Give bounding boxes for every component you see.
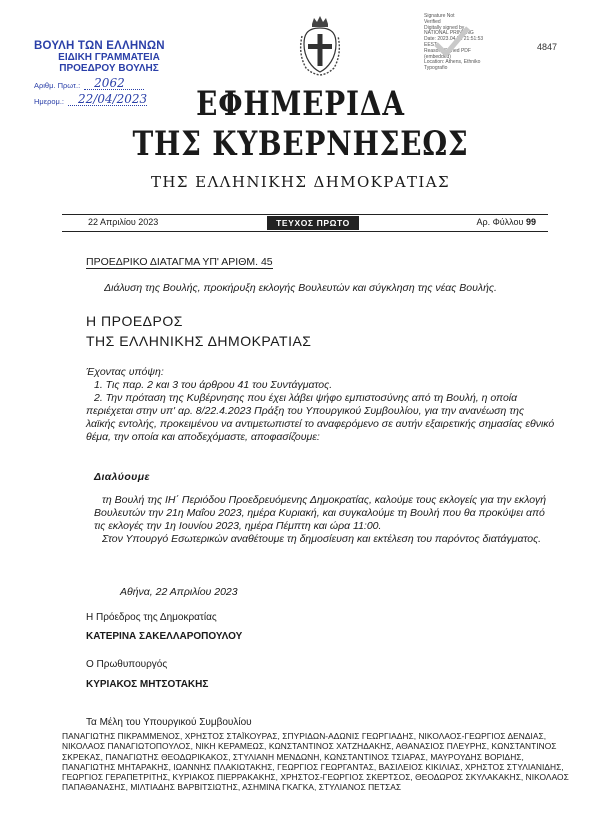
ministers-label: Τα Μέλη του Υπουργικού Συμβουλίου bbox=[86, 717, 252, 728]
considering-point-1: 1. Τις παρ. 2 και 3 του άρθρου 41 του Συντάγματος. bbox=[94, 379, 333, 391]
ministers-line: ΠΑΝΑΓΙΩΤΗΣ ΠΙΚΡΑΜΜΕΝΟΣ, ΧΡΗΣΤΟΣ ΣΤΑΪΚΟΥΡΑΣ, ΣΠΥΡΙΔΩΝ-ΑΔΩΝΙΣ ΓΕΩΡΓΙΑΔΗΣ, ΝΙΚΟΛΑΟΣ-ΓΕΩΡΓΙΟΣ ΔΕΝΔΙΑΣ, bbox=[62, 731, 547, 741]
signature-line: EEST bbox=[424, 41, 438, 48]
ministers-line: ΠΑΝΑΓΙΩΤΗΣ ΜΗΤΑΡΑΚΗΣ, ΙΩΑΝΝΗΣ ΠΛΑΚΙΩΤΑΚΗΣ, ΓΕΩΡΓΙΟΣ ΓΕΩΡΓΑΝΤΑΣ, ΒΑΣΙΛΕΙΟΣ ΚΙΚΙΛΙΑΣ, ΧΡΗΣΤΟΣ ΣΤΥΛΙΑΝΙΔΗΣ, bbox=[62, 761, 564, 772]
stamp-protocol-label: Αριθμ. Πρωτ.: bbox=[34, 81, 81, 90]
place-date: Αθήνα, 22 Απριλίου 2023 bbox=[120, 586, 238, 598]
signature-line: Reason: Signed PDF bbox=[424, 47, 471, 54]
considering-label: Έχοντας υπόψη: bbox=[86, 366, 164, 378]
ministers-line: ΠΑΠΑΘΑΝΑΣΗΣ, ΜΙΛΤΙΑΔΗΣ ΒΑΡΒΙΤΣΙΩΤΗΣ, ΑΣΗΜΙΝΑ ΓΚΑΓΚΑ, ΣΤΥΛΙΑΝΟΣ ΠΕΤΣΑΣ bbox=[62, 782, 402, 793]
ministers-line: ΓΕΩΡΓΙΟΣ ΓΕΡΑΠΕΤΡΙΤΗΣ, ΚΥΡΙΑΚΟΣ ΠΙΕΡΡΑΚΑΚΗΣ, ΧΡΗΣΤΟΣ-ΓΕΩΡΓΙΟΣ ΣΚΕΡΤΣΟΣ, ΘΕΟΔΩΡΟΣ ΣΚΥΛΑΚΑΚΗΣ, ΝΙΚΟΛΑΟΣ bbox=[62, 772, 569, 783]
signature-line: Verified bbox=[424, 18, 441, 25]
signature-check-icon bbox=[432, 24, 472, 60]
signature-line: Digitally signed by bbox=[424, 24, 465, 31]
stamp-line1: ΒΟΥΛΗ ΤΩΝ ΕΛΛΗΝΩΝ bbox=[34, 40, 165, 52]
pm-title: Ο Πρωθυπουργός bbox=[86, 659, 168, 670]
issue-info-row bbox=[62, 216, 548, 230]
issue-sheet bbox=[476, 217, 536, 227]
issue-sheet-label: Αρ. Φύλλου bbox=[476, 217, 526, 227]
president-heading-line1: Η ΠΡΟΕΔΡΟΣ bbox=[86, 313, 183, 329]
ministers-line: ΝΙΚΟΛΑΟΣ ΠΑΝΑΓΙΩΤΟΠΟΥΛΟΣ, ΝΙΚΗ ΚΕΡΑΜΕΩΣ, ΚΩΝΣΤΑΝΤΙΝΟΣ ΧΑΤΖΗΔΑΚΗΣ, ΑΘΑΝΑΣΙΟΣ ΠΛΕΥΡΗΣ, ΚΩΝΣΤΑΝΤΙΝΟΣ bbox=[62, 741, 557, 752]
stamp-date-value: 22/04/2023 bbox=[68, 94, 147, 106]
page-number: 4847 bbox=[537, 42, 558, 52]
president-title: Η Πρόεδρος της Δημοκρατίας bbox=[86, 612, 217, 623]
signature-line: Typografio bbox=[424, 65, 448, 72]
ministers-line: ΣΚΡΕΚΑΣ, ΠΑΝΑΓΙΩΤΗΣ ΘΕΟΔΩΡΙΚΑΚΟΣ, ΣΤΥΛΙΑΝΗ ΜΕΝΔΩΝΗ, ΚΩΝΣΤΑΝΤΙΝΟΣ ΤΣΙΑΡΑΣ, ΜΑΥΡΟΥΔΗΣ ΒΟΡΙΔΗΣ, bbox=[62, 751, 524, 762]
divider-top bbox=[62, 214, 548, 215]
pm-name: ΚΥΡΙΑΚΟΣ ΜΗΤΣΟΤΑΚΗΣ bbox=[86, 679, 209, 690]
masthead-title-line1: ΕΦΗΜΕΡΙΔΑ bbox=[196, 84, 405, 124]
dissolve-heading: Διαλύουμε bbox=[94, 471, 150, 483]
decision-block bbox=[94, 494, 556, 546]
issue-volume: ΤΕΥΧΟΣ ΠΡΩΤΟ bbox=[267, 216, 359, 230]
stamp-line3: ΠΡΟΕΔΡΟΥ ΒΟΥΛΗΣ bbox=[59, 63, 159, 74]
divider-bottom bbox=[62, 231, 548, 232]
issue-date: 22 Απριλίου 2023 bbox=[88, 217, 159, 227]
stamp-date-label: Ημερομ.: bbox=[34, 97, 65, 106]
decision-paragraph-1: τη Βουλή της ΙΗ΄ Περιόδου Προεδρευόμενης Δημοκρατίας, καλούμε τους εκλογείς για την εκλογή Βουλευτών την 21η Μαΐου 2023, ημέρα Κυριακή, και συγκαλούμε τη Βουλή που θα προκύψει από τις εκλογές την 1η Ιουνίου 2023, ημέρα Πέμπτη και ώρα 11:00. bbox=[94, 494, 547, 532]
digital-signature-block bbox=[424, 14, 494, 72]
stamp-line2: ΕΙΔΙΚΗ ΓΡΑΜΜΑΤΕΙΑ bbox=[58, 52, 160, 63]
signature-line: Signature Not bbox=[424, 13, 455, 19]
decree-subject: Διάλυση της Βουλής, προκήρυξη εκλογής Βουλευτών και σύγκληση της νέας Βουλής. bbox=[104, 282, 497, 294]
ministers-list bbox=[62, 731, 582, 793]
issue-sheet-number: 99 bbox=[525, 217, 536, 227]
signature-line: Location: Athens, Ethniko bbox=[424, 59, 481, 66]
decision-paragraph-2: Στον Υπουργό Εσωτερικών αναθέτουμε τη δημοσίευση και εκτέλεση του παρόντος διατάγματος. bbox=[102, 533, 542, 545]
signature-line: Date: 2023.04.22 21:51:53 bbox=[424, 36, 484, 43]
decree-title: ΠΡΟΕΔΡΙΚΟ ΔΙΑΤΑΓΜΑ ΥΠ' ΑΡΙΘΜ. 45 bbox=[86, 256, 273, 268]
masthead-title-line2: ΤΗΣ ΚΥΒΕΡΝΗΣΕΩΣ bbox=[132, 124, 469, 164]
stamp-protocol-value: 2062 bbox=[84, 78, 144, 90]
greek-emblem-icon bbox=[298, 14, 342, 76]
masthead-subtitle: ΤΗΣ ΕΛΛΗΝΙΚΗΣ ΔΗΜΟΚΡΑΤΙΑΣ bbox=[151, 173, 450, 191]
considering-block bbox=[86, 366, 556, 444]
signature-line: NATIONAL PRINTING bbox=[424, 30, 474, 37]
considering-point-2: 2. Την πρόταση της Κυβέρνησης που έχει λάβει ψήφο εμπιστοσύνης από τη Βουλή, η οποία περιέχεται στην υπ' αρ. 8/22.4.2023 Πράξη του Υπουργικού Συμβουλίου, για την ανανέωση της λαϊκής εντολής, προκειμένου να αντιμετωπιστεί το αναφερόμενο σε αυτήν εξαιρετικής σημασίας εθνικό θέμα, την οποία και αποδεχόμαστε, αποφασίζουμε: bbox=[86, 392, 555, 443]
president-name: ΚΑΤΕΡΙΝΑ ΣΑΚΕΛΛΑΡΟΠΟΥΛΟΥ bbox=[86, 631, 243, 642]
signature-line: (embedded) bbox=[424, 53, 451, 60]
president-heading-line2: ΤΗΣ ΕΛΛΗΝΙΚΗΣ ΔΗΜΟΚΡΑΤΙΑΣ bbox=[86, 333, 312, 349]
